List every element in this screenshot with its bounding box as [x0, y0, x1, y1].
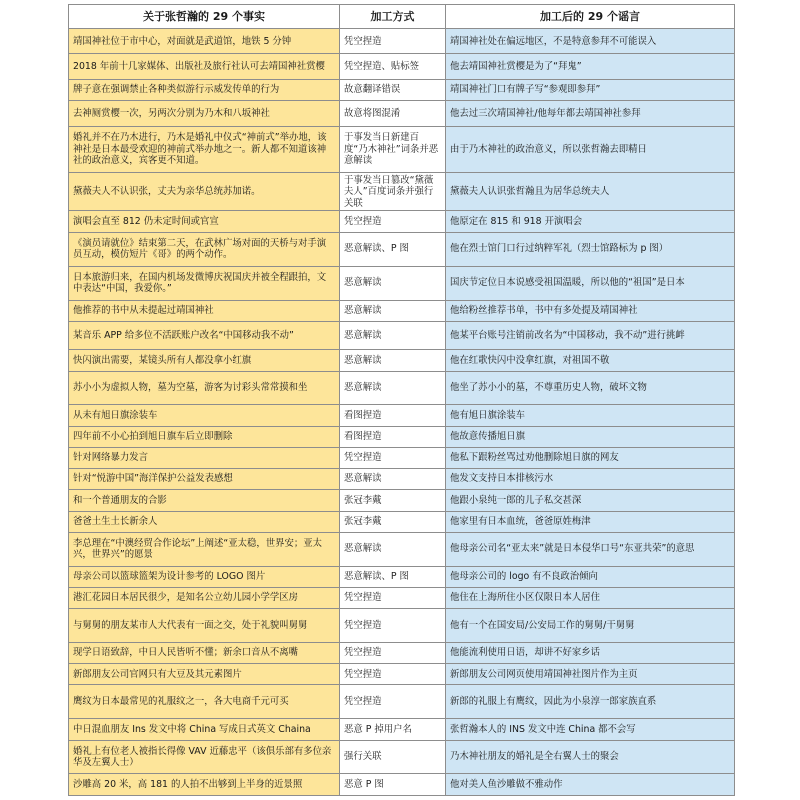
method-cell: 恶意解读	[340, 321, 446, 350]
rumor-cell: 他故意传播旭日旗	[446, 426, 735, 447]
table-row	[69, 447, 735, 468]
table-row	[69, 511, 735, 532]
method-cell: 凭空捏造、贴标签	[340, 54, 446, 79]
header-method: 加工方式	[340, 5, 446, 29]
rumor-cell: 他母亲公司名“亚太来”就是日本侵华口号“东亚共荣”的意思	[446, 532, 735, 566]
rumor-cell: 由于乃木神社的政治意义，所以张哲瀚去即精日	[446, 126, 735, 173]
method-cell: 恶意解读	[340, 469, 446, 490]
table-row	[69, 173, 735, 211]
method-cell: 看图捏造	[340, 426, 446, 447]
rumor-cell: 他住在上海所住小区仅限日本人居住	[446, 587, 735, 608]
table-row	[69, 232, 735, 266]
rumor-cell: 新郎的礼服上有鹰纹，因此为小泉淳一郎家族直系	[446, 685, 735, 719]
fact-cell: 苏小小为虚拟人物，墓为空墓，游客为讨彩头常常摸和坐	[69, 371, 340, 405]
rumor-cell: 张哲瀚本人的 INS 发文中连 China 都不会写	[446, 719, 735, 740]
rumor-cell: 他在烈士馆门口行过纳粹军礼（烈士馆路标为 p 图）	[446, 232, 735, 266]
table-row	[69, 371, 735, 405]
method-cell: 恶意 P 掉用户名	[340, 719, 446, 740]
rumor-cell: 他家里有日本血统，爸爸原姓梅津	[446, 511, 735, 532]
method-cell: 凭空捏造	[340, 211, 446, 232]
table-row	[69, 664, 735, 685]
fact-cell: 去神厕赏樱一次，另两次分别为乃木和八坂神社	[69, 101, 340, 126]
fact-cell: 日本旅游归来，在国内机场发微博庆祝国庆并被全程跟拍，文中表达“中国，我爱你。”	[69, 266, 340, 300]
table-row	[69, 719, 735, 740]
table-row	[69, 740, 735, 774]
method-cell: 凭空捏造	[340, 609, 446, 643]
rumor-cell: 他能流利使用日语，却讲不好家乡话	[446, 642, 735, 663]
method-cell: 凭空捏造	[340, 587, 446, 608]
method-cell: 凭空捏造	[340, 29, 446, 54]
facts-vs-rumors-table	[68, 4, 735, 796]
method-cell: 故意翻译错误	[340, 79, 446, 100]
fact-cell: 与舅舅的朋友某市人大代表有一面之交，处于礼貌叫舅舅	[69, 609, 340, 643]
rumor-cell: 他对美人鱼沙雕做不雅动作	[446, 774, 735, 796]
table-row	[69, 642, 735, 663]
table-row	[69, 350, 735, 371]
fact-cell: 牌子意在强调禁止各种类似游行示威发传单的行为	[69, 79, 340, 100]
fact-cell: 靖国神社位于市中心，对面就是武道馆，地铁 5 分钟	[69, 29, 340, 54]
fact-cell: 港汇花园日本居民很少，是知名公立幼儿园小学学区房	[69, 587, 340, 608]
method-cell: 恶意解读	[340, 266, 446, 300]
fact-cell: 某音乐 APP 给多位不活跃账户改名“中国移动我不动”	[69, 321, 340, 350]
rumor-cell: 他母亲公司的 logo 有不良政治倾向	[446, 566, 735, 587]
table-row	[69, 774, 735, 796]
method-cell: 凭空捏造	[340, 642, 446, 663]
rumor-cell: 他私下跟粉丝骂过劝他删除旭日旗的网友	[446, 447, 735, 468]
rumor-cell: 他原定在 815 和 918 开演唱会	[446, 211, 735, 232]
method-cell: 强行关联	[340, 740, 446, 774]
table-row	[69, 54, 735, 79]
method-cell: 恶意解读、P 图	[340, 566, 446, 587]
fact-cell: 从未有旭日旗涂装车	[69, 405, 340, 426]
header-facts: 关于张哲瀚的 29 个事实	[69, 5, 340, 29]
rumor-cell: 他去过三次靖国神社/他每年都去靖国神社参拜	[446, 101, 735, 126]
fact-cell: 中日混血朋友 Ins 发文中将 China 写成日式英文 Chaina	[69, 719, 340, 740]
fact-cell: 针对“悦游中国”海洋保护公益发表感想	[69, 469, 340, 490]
rumor-cell: 他发文支持日本排核污水	[446, 469, 735, 490]
fact-cell: 李总理在“中澳经贸合作论坛”上阐述“亚太稳，世界安；亚太兴，世界兴”的愿景	[69, 532, 340, 566]
table-row	[69, 587, 735, 608]
rumor-cell: 靖国神社门口有牌子写“参观即参拜”	[446, 79, 735, 100]
table-row	[69, 609, 735, 643]
rumor-cell: 靖国神社处在偏远地区，不是特意参拜不可能误入	[446, 29, 735, 54]
table-row	[69, 321, 735, 350]
fact-cell: 《演员请就位》结束第二天，在武林广场对面的天桥与对手演员互动，模仿短片《哥》的两个动作。	[69, 232, 340, 266]
method-cell: 恶意解读、P 图	[340, 232, 446, 266]
fact-cell: 和一个普通朋友的合影	[69, 490, 340, 511]
rumor-cell: 国庆节定位日本说感受祖国温暖，所以他的“祖国”是日本	[446, 266, 735, 300]
fact-cell: 新郎朋友公司官网只有大豆及其元素图片	[69, 664, 340, 685]
method-cell: 张冠李戴	[340, 490, 446, 511]
table-row	[69, 29, 735, 54]
table-body	[69, 29, 735, 796]
fact-cell: 快闪演出需要，某镜头所有人都没拿小红旗	[69, 350, 340, 371]
table-row	[69, 426, 735, 447]
table-row	[69, 79, 735, 100]
table-row	[69, 300, 735, 321]
fact-cell: 婚礼并不在乃木进行，乃木是婚礼中仪式“神前式”举办地，该神社是日本最受欢迎的神前式举办地之一。新人都不知道该神社的政治意义，宾客更不知道。	[69, 126, 340, 173]
rumor-cell: 他给粉丝推荐书单，书中有多处提及靖国神社	[446, 300, 735, 321]
method-cell: 凭空捏造	[340, 685, 446, 719]
rumor-cell: 新郎朋友公司网页使用靖国神社图片作为主页	[446, 664, 735, 685]
fact-cell: 现学日语致辞，中日人民皆听不懂；新余口音从不离嘴	[69, 642, 340, 663]
table-header-row	[69, 5, 735, 29]
fact-cell: 演唱会直至 812 仍未定时间或官宣	[69, 211, 340, 232]
method-cell: 于事发当日篡改“黛薇夫人”百度词条并强行关联	[340, 173, 446, 211]
method-cell: 于事发当日新建百度“乃木神社”词条并恶意解读	[340, 126, 446, 173]
fact-cell: 四年前不小心拍到旭日旗车后立即删除	[69, 426, 340, 447]
header-rumors: 加工后的 29 个谣言	[446, 5, 735, 29]
table-row	[69, 685, 735, 719]
method-cell: 恶意解读	[340, 300, 446, 321]
rumor-cell: 他跟小泉纯一郎的儿子私交甚深	[446, 490, 735, 511]
method-cell: 恶意解读	[340, 532, 446, 566]
fact-cell: 他推荐的书中从未提起过靖国神社	[69, 300, 340, 321]
method-cell: 恶意解读	[340, 350, 446, 371]
table-row	[69, 532, 735, 566]
rumor-cell: 他有旭日旗涂装车	[446, 405, 735, 426]
method-cell: 恶意 P 图	[340, 774, 446, 796]
method-cell: 凭空捏造	[340, 447, 446, 468]
rumor-cell: 他坐了苏小小的墓，不尊重历史人物，破坏文物	[446, 371, 735, 405]
comparison-sheet	[68, 4, 734, 796]
rumor-cell: 他某平台账号注销前改名为“中国移动，我不动”进行挑衅	[446, 321, 735, 350]
fact-cell: 黛薇夫人不认识张，丈夫为亲华总统苏加诺。	[69, 173, 340, 211]
rumor-cell: 乃木神社朋友的婚礼是全右翼人士的聚会	[446, 740, 735, 774]
method-cell: 故意将图混淆	[340, 101, 446, 126]
method-cell: 张冠李戴	[340, 511, 446, 532]
table-row	[69, 101, 735, 126]
fact-cell: 婚礼上有位老人被指长得像 VAV 近藤忠平（该俱乐部有多位亲华及左翼人士）	[69, 740, 340, 774]
method-cell: 凭空捏造	[340, 664, 446, 685]
table-row	[69, 126, 735, 173]
rumor-cell: 他去靖国神社赏樱是为了“拜鬼”	[446, 54, 735, 79]
fact-cell: 鹰纹为日本最常见的礼服纹之一，各大电商千元可买	[69, 685, 340, 719]
table-row	[69, 266, 735, 300]
table-row	[69, 469, 735, 490]
fact-cell: 母亲公司以篮球篮架为设计参考的 LOGO 图片	[69, 566, 340, 587]
rumor-cell: 黛薇夫人认识张哲瀚且为居华总统夫人	[446, 173, 735, 211]
fact-cell: 爸爸土生土长新余人	[69, 511, 340, 532]
rumor-cell: 他在红歌快闪中没拿红旗，对祖国不敬	[446, 350, 735, 371]
fact-cell: 2018 年前十几家媒体、出版社及旅行社认可去靖国神社赏樱	[69, 54, 340, 79]
table-row	[69, 566, 735, 587]
table-row	[69, 405, 735, 426]
fact-cell: 针对网络暴力发言	[69, 447, 340, 468]
table-row	[69, 211, 735, 232]
rumor-cell: 他有一个在国安局/公安局工作的舅舅/干舅舅	[446, 609, 735, 643]
method-cell: 看图捏造	[340, 405, 446, 426]
fact-cell: 沙雕高 20 米，高 181 的人拍不出够到上半身的近景照	[69, 774, 340, 796]
table-row	[69, 490, 735, 511]
method-cell: 恶意解读	[340, 371, 446, 405]
